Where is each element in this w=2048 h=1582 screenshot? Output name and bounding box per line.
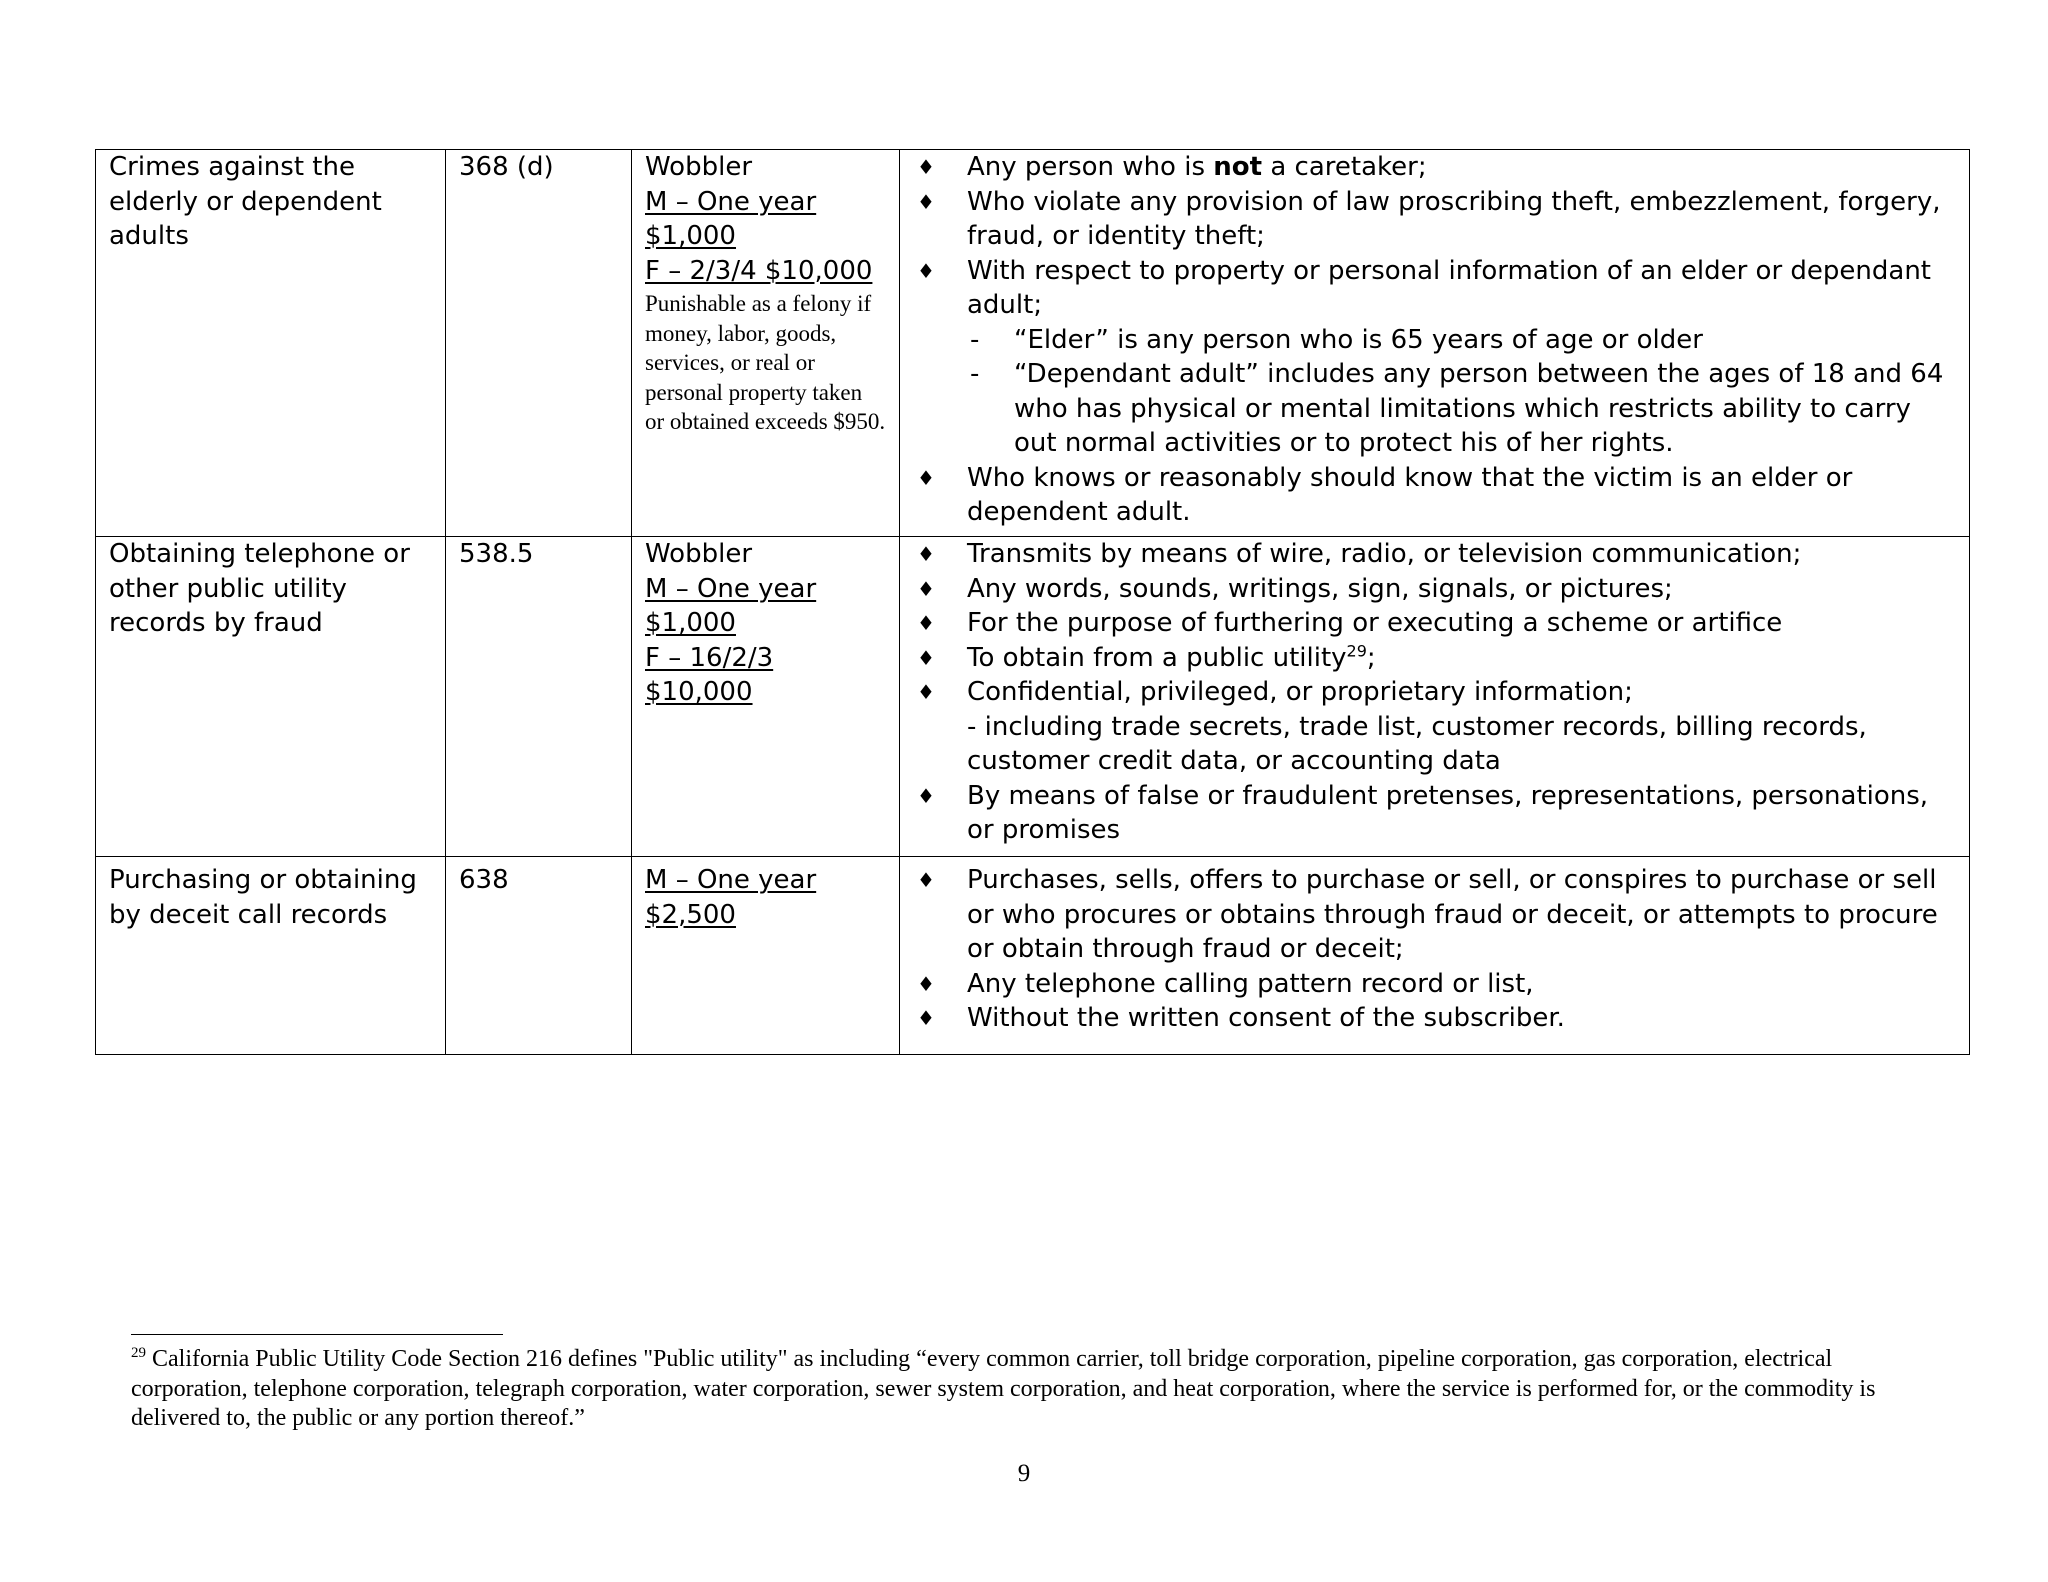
offense-table <box>95 149 1970 1055</box>
offense-line: Crimes against the <box>109 152 355 182</box>
penalty-heading: Wobbler <box>645 539 753 569</box>
footnote-separator <box>131 1334 503 1335</box>
offense-line: adults <box>109 221 189 251</box>
table-row <box>96 537 1970 857</box>
offense-cell <box>96 537 446 857</box>
elements-cell <box>900 150 1970 537</box>
penalty-cell <box>632 150 900 537</box>
offense-cell <box>96 150 446 537</box>
emphasis-not: not <box>1213 152 1263 182</box>
elements-list <box>913 150 1957 530</box>
list-item: ♦ Who knows or reasonably should know that the victim is an elder or dependent adult. <box>913 461 1957 530</box>
offense-line: Obtaining telephone or <box>109 539 410 569</box>
elements-cell <box>900 537 1970 857</box>
list-item: ♦ To obtain from a public utility$^{29}$; <box>913 641 1957 676</box>
list-item: ♦ By means of false or fraudulent pretenses, representations, personations, or promises <box>913 779 1957 848</box>
elements-list <box>913 537 1957 848</box>
penalty-line: M – One year <box>645 186 817 217</box>
penalty-line: $10,000 <box>645 677 753 707</box>
list-item: ♦ Transmits by means of wire, radio, or television communication; <box>913 537 1957 572</box>
penalty-line: M – One year <box>645 573 817 604</box>
offense-cell <box>96 857 446 1055</box>
list-item: ♦ Any words, sounds, writings, sign, signals, or pictures; <box>913 572 1957 607</box>
footnote-reference: 29 <box>1346 640 1367 660</box>
penalty-line: F – 16/2/3 <box>645 642 774 673</box>
list-subitem: - “Elder” is any person who is 65 years of age or older <box>970 324 1703 355</box>
penal-code: 638 <box>459 865 509 895</box>
code-cell <box>446 150 632 537</box>
footnote-text: California Public Utility Code Section 216 defines "Public utility" as including “every common carrier, toll bridge corporation, pipeline corporation, gas corporation, electrical corporation, telephone corporation, telegraph corporation, water corporation, sewer system corporation, and heat corporation, where the service is performed for, or the commodity is delivered to, the public or any portion thereof.” <box>131 1346 1876 1431</box>
list-item: ♦ Any person who is not a caretaker; <box>913 150 1957 185</box>
list-item: ♦ Confidential, privileged, or proprietary information; <box>913 675 1957 710</box>
footnote <box>131 1345 1931 1434</box>
penalty-line: M – One year <box>645 865 817 895</box>
penalty-cell <box>632 857 900 1055</box>
offense-line: records by fraud <box>109 608 323 638</box>
offense-line: elderly or dependent <box>109 186 382 217</box>
penal-code: 368 (d) <box>459 152 554 182</box>
elements-cell <box>900 857 1970 1055</box>
penalty-line: $1,000 <box>645 608 736 638</box>
list-item: ♦ For the purpose of furthering or executing a scheme or artifice <box>913 606 1957 641</box>
code-cell <box>446 537 632 857</box>
penalty-line: F – 2/3/4 $10,000 <box>645 255 873 286</box>
penalty-heading: Wobbler <box>645 152 753 182</box>
footnote-number: 29 <box>131 1345 146 1361</box>
penalty-cell <box>632 537 900 857</box>
list-item: ♦ Purchases, sells, offers to purchase or sell, or conspires to purchase or sell or who procures or obtains through fraud or deceit, or attempts to procure or obtain through fraud or deceit; <box>913 863 1957 967</box>
list-item: ♦ With respect to property or personal information of an elder or dependant adult; <box>913 254 1957 323</box>
page-number: 9 <box>1017 1460 1031 1487</box>
penalty-line: $1,000 <box>645 221 736 251</box>
list-item: ♦ Who violate any provision of law proscribing theft, embezzlement, forgery, fraud, or identity theft; <box>913 185 1957 254</box>
penalty-line: $2,500 <box>645 899 736 930</box>
penal-code: 538.5 <box>459 539 534 569</box>
table-row <box>96 857 1970 1055</box>
list-subitem: - “Dependant adult” includes any person between the ages of 18 and 64 who has physical or mental limitations which restricts ability to carry out normal activities or to protect his of her rights. <box>970 359 1944 458</box>
offense-line: Purchasing or obtaining <box>109 865 417 895</box>
list-item: ♦ Without the written consent of the subscriber. <box>913 1001 1957 1036</box>
penalty-note: Punishable as a felony if money, labor, goods, services, or real or personal property taken or obtained exceeds $950. <box>645 291 886 434</box>
offense-line: by deceit call records <box>109 899 388 930</box>
offense-line: other public utility <box>109 573 347 604</box>
code-cell <box>446 857 632 1055</box>
list-item: ♦ Any telephone calling pattern record or list, <box>913 967 1957 1002</box>
elements-list <box>913 863 1957 1036</box>
list-subitem: - including trade secrets, trade list, customer records, billing records, customer credit data, or accounting data <box>967 711 1867 776</box>
table-row <box>96 150 1970 537</box>
